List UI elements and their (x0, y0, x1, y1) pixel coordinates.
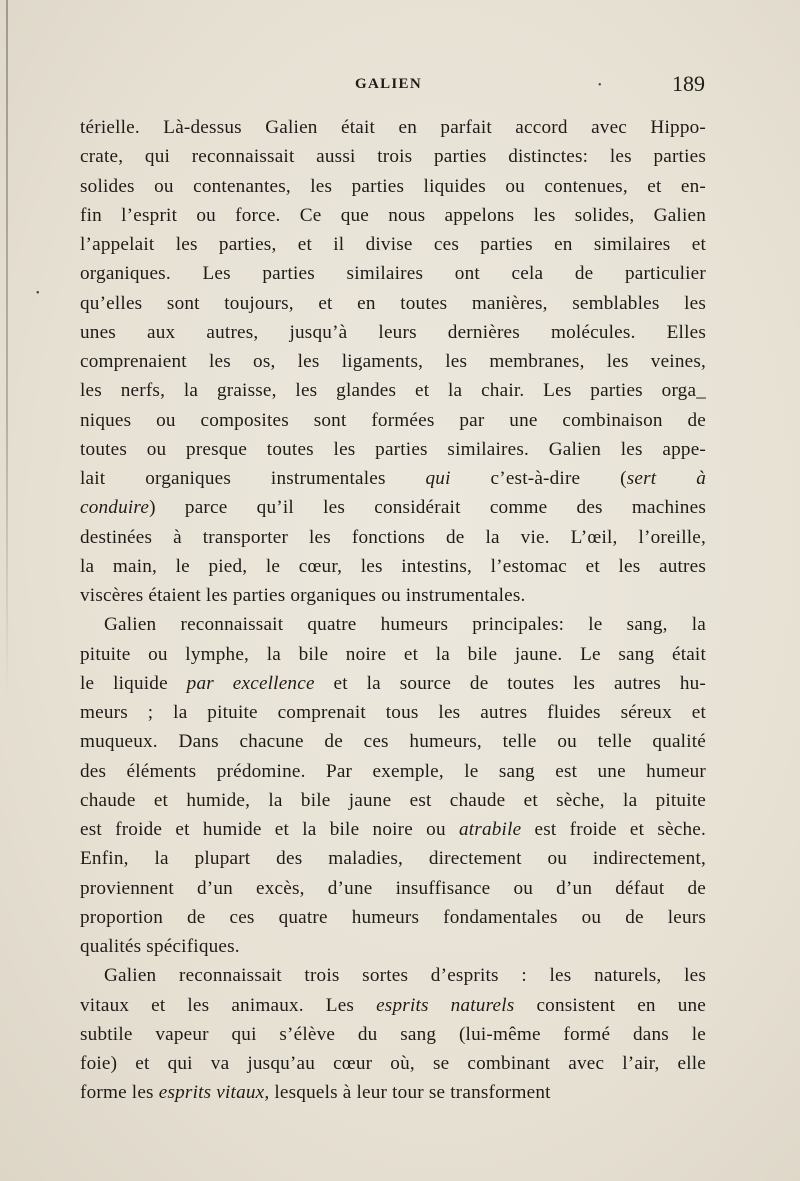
italic-text: atrabile (458, 819, 522, 840)
italic-text: conduire (80, 497, 150, 519)
text-segment: est froide et humide et la bile noire ou (80, 819, 459, 840)
text-line (80, 786, 706, 815)
body-text (80, 113, 706, 1108)
text-segment: térielle. Là-dessus Galien était en parfait accord avec Hippo- (80, 117, 706, 138)
italic-text: sert à (626, 468, 706, 489)
text-line (80, 464, 706, 493)
text-line (80, 435, 706, 464)
text-segment: chaude et humide, la bile jaune est chaude et sèche, la pituite (80, 789, 706, 811)
page-number: 189 (672, 71, 705, 96)
text-segment: qualités spécifiques. (80, 936, 240, 957)
text-segment: proviennent d’un excès, d’une insuffisance ou d’un défaut de (80, 877, 706, 899)
text-line (80, 172, 706, 201)
text-line (80, 698, 706, 727)
text-segment: organiques. Les parties similaires ont cela de particulier (80, 263, 706, 285)
header-bullet: • (598, 80, 602, 91)
text-segment: subtile vapeur qui s’élève du sang (lui-même formé dans le (80, 1023, 706, 1045)
text-segment: les nerfs, la graisse, les glandes et la chair. Les parties orga_ (80, 380, 706, 402)
text-segment: meurs ; la pituite comprenait tous les autres fluides séreux et (80, 702, 706, 723)
text-segment: vitaux et les animaux. Les (80, 994, 377, 1016)
text-segment: viscères étaient les parties organiques ou instrumentales. (80, 585, 526, 606)
text-line (80, 844, 706, 873)
text-segment: Enfin, la plupart des maladies, directement ou indirectement, (80, 848, 706, 870)
text-segment: ) parce qu’il les considérait comme des machines (149, 497, 706, 519)
text-line (80, 932, 706, 961)
text-segment: proportion de ces quatre humeurs fondamentales ou de leurs (80, 906, 706, 928)
text-segment: pituite ou lymphe, la bile noire et la bile jaune. Le sang était (80, 643, 706, 665)
text-line (80, 1078, 706, 1107)
text-segment: et la source de toutes les autres hu- (314, 672, 706, 694)
text-line (80, 552, 706, 581)
text-segment: solides ou contenantes, les parties liquides ou contenues, et en- (80, 175, 706, 197)
italic-text: esprits vitaux, (158, 1082, 270, 1104)
text-segment: c’est-à-dire ( (450, 468, 627, 489)
text-line (80, 581, 706, 610)
text-line (80, 318, 706, 347)
text-segment: lesquels à leur tour se transforment (269, 1082, 551, 1104)
text-line (80, 1020, 706, 1049)
text-line (80, 757, 706, 786)
text-line (80, 961, 706, 990)
text-line (80, 289, 706, 318)
text-segment: l’appelait les parties, et il divise ces parties en similaires et (80, 234, 706, 255)
text-segment: foie) et qui va jusqu’au cœur où, se combinant avec l’air, elle (80, 1053, 706, 1074)
italic-text: qui (425, 468, 451, 489)
text-segment: unes aux autres, jusqu’à leurs dernières molécules. Elles (80, 321, 706, 343)
text-segment: crate, qui reconnaissait aussi trois parties distinctes: les parties (80, 146, 706, 168)
text-line (80, 991, 706, 1020)
text-segment: forme les (80, 1082, 159, 1104)
text-segment: destinées à transporter les fonctions de la vie. L’œil, l’oreille, (80, 526, 706, 548)
text-line (80, 523, 706, 552)
text-segment: niques ou composites sont formées par une combinaison de (80, 409, 706, 431)
text-line (80, 259, 706, 288)
text-segment: la main, le pied, le cœur, les intestins, l’estomac et les autres (80, 555, 706, 577)
text-line (80, 347, 706, 376)
margin-mark: • (36, 288, 40, 299)
text-segment: toutes ou presque toutes les parties similaires. Galien les appe- (80, 438, 706, 460)
text-segment: consistent en une (514, 994, 707, 1016)
italic-text: esprits naturels (376, 994, 515, 1016)
text-line (80, 142, 706, 171)
text-line (80, 727, 706, 756)
text-segment: comprenaient les os, les ligaments, les membranes, les veines, (80, 351, 706, 372)
text-segment: est froide et sèche. (521, 819, 706, 840)
text-segment: fin l’esprit ou force. Ce que nous appelons les solides, Galien (80, 204, 706, 226)
running-title: GALIEN (355, 76, 422, 92)
text-line (80, 610, 706, 639)
page-edge-shadow (6, 0, 8, 700)
text-line (80, 201, 706, 230)
text-segment: qu’elles sont toujours, et en toutes manières, semblables les (80, 292, 706, 314)
text-line (80, 669, 706, 698)
text-line (80, 903, 706, 932)
italic-text: par excellence (186, 672, 315, 694)
text-line (80, 874, 706, 903)
text-segment: lait organiques instrumentales (80, 468, 426, 489)
text-segment: Galien reconnaissait quatre humeurs principales: le sang, la (104, 614, 706, 636)
text-segment: Galien reconnaissait trois sortes d’esprits : les naturels, les (104, 965, 706, 987)
text-line (80, 640, 706, 669)
text-line (80, 493, 706, 522)
text-line (80, 1049, 706, 1078)
text-segment: des éléments prédomine. Par exemple, le sang est une humeur (80, 760, 706, 782)
text-segment: le liquide (80, 672, 187, 694)
text-line (80, 406, 706, 435)
text-line (80, 230, 706, 259)
text-segment: muqueux. Dans chacune de ces humeurs, telle ou telle qualité (80, 731, 706, 753)
text-line (80, 376, 706, 405)
text-line (80, 815, 706, 844)
text-line (80, 113, 706, 142)
